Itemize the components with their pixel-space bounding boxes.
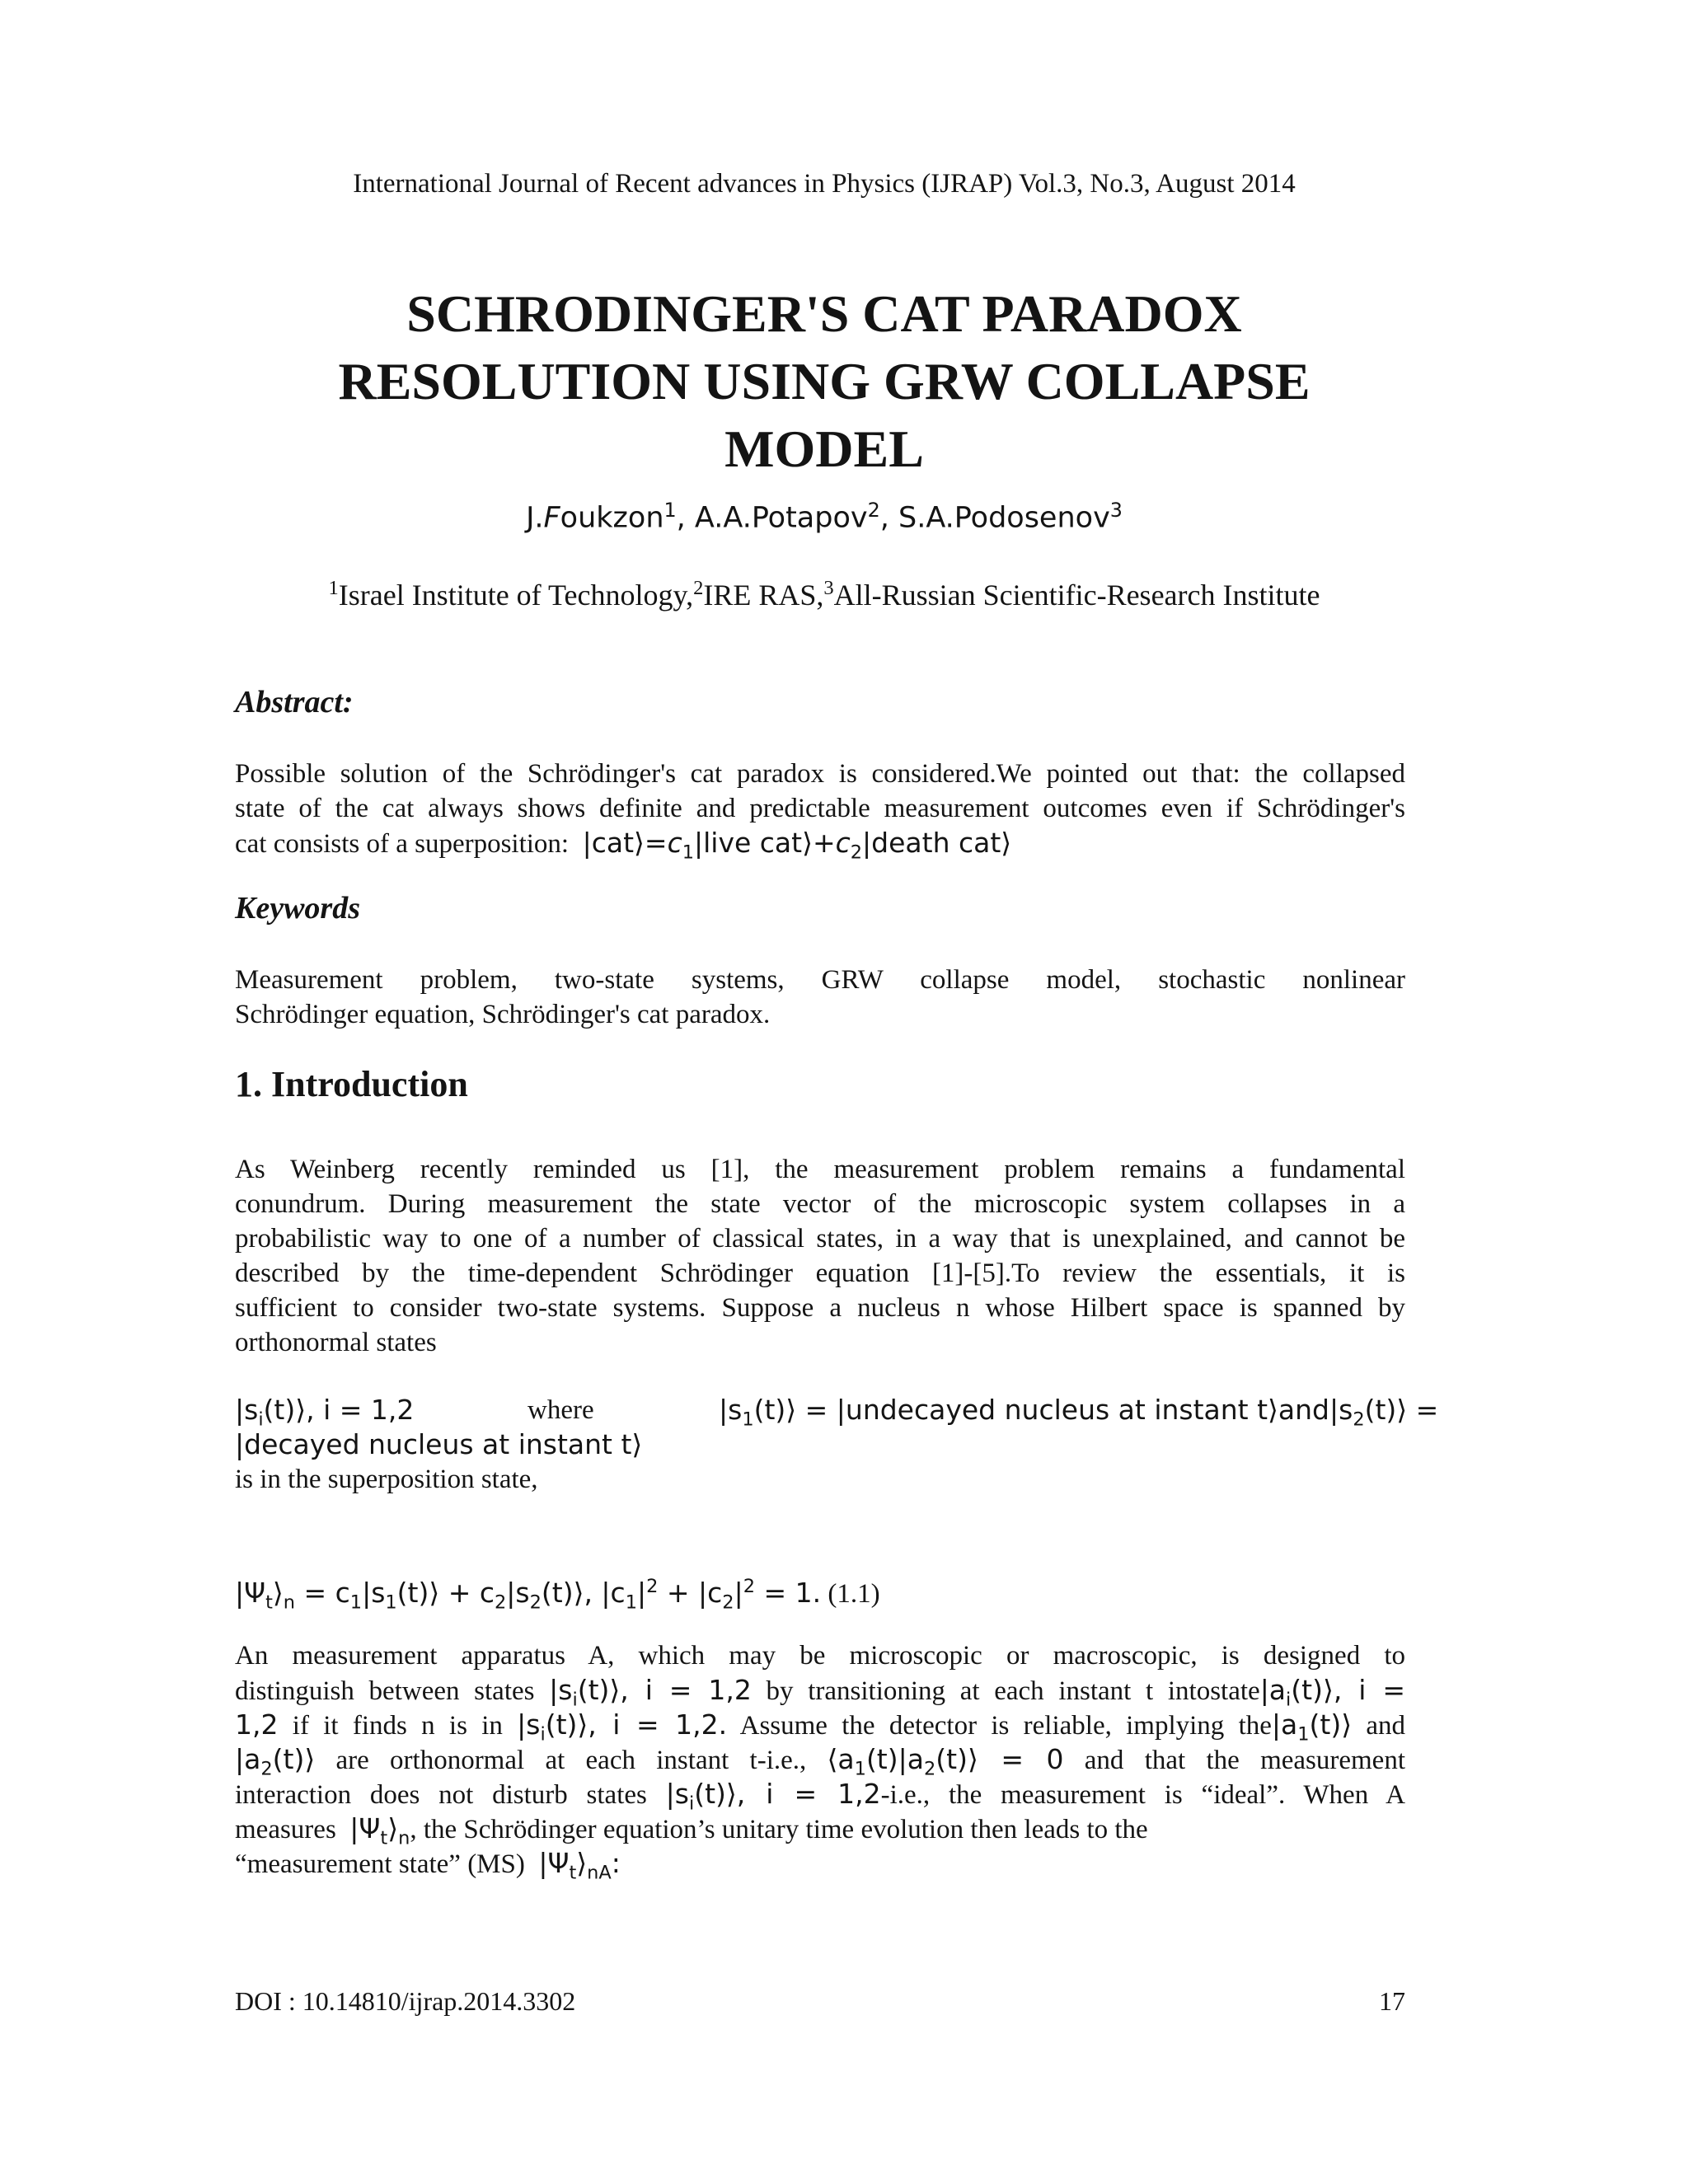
math-text: |Ψ <box>349 1812 381 1844</box>
abstract-text: cat consists of a superposition: <box>235 829 570 859</box>
author-sup: 3 <box>1109 499 1123 522</box>
text: “measurement state” (MS) <box>235 1849 525 1879</box>
title-line: RESOLUTION USING GRW COLLAPSE <box>338 352 1311 410</box>
affiliations <box>0 577 1648 612</box>
abstract-line: state of the cat always shows definite and predictable measurement outcomes even if Schrödinger's <box>235 794 1405 823</box>
text: if it finds n is in <box>292 1711 503 1741</box>
math-text: (t)⟩ <box>1309 1708 1353 1741</box>
formula-part: |cat⟩= <box>582 827 668 859</box>
math-text: (t)⟩ <box>272 1743 316 1775</box>
affiliation-1: Israel Institute of Technology, <box>338 579 694 612</box>
math-text: |a <box>235 1743 261 1775</box>
intro-line: probabilistic way to one of a number of classical states, in a way that is unexplained, and cannot be <box>235 1224 1405 1254</box>
measurement-line <box>235 1742 1405 1780</box>
title-line: MODEL <box>724 419 924 478</box>
math-inline: $|\Psi_t⟩_{nA}$: <box>538 1847 621 1884</box>
math-text: |s <box>235 1394 259 1426</box>
affiliation-sup: 1 <box>328 577 339 599</box>
paper-title <box>0 280 1648 483</box>
measurement-line: An measurement apparatus A, which may be microscopic or macroscopic, is designed to <box>235 1641 1405 1671</box>
text: are orthonormal at each instant t-i.e., <box>335 1746 807 1775</box>
text: -i.e., the measurement is “ideal”. When A <box>880 1780 1405 1810</box>
measurement-line <box>235 1777 1405 1815</box>
section-heading: 1. Introduction <box>235 1064 468 1104</box>
math-text: |a <box>1271 1708 1298 1741</box>
text: and <box>1366 1711 1406 1741</box>
math-inline: $|a_i(t)⟩$, i = <box>1259 1674 1405 1711</box>
math-inline: $⟨a_1(t)|a_2(t)⟩ = 0$ <box>827 1743 1064 1780</box>
journal-header: International Journal of Recent advances in Physics (IJRAP) Vol.3, No.3, August 2014 <box>353 169 1296 199</box>
math-text: (t)⟩ = |undecayed nucleus at instant t⟩and|s <box>753 1394 1353 1426</box>
superposition-formula: $|cat⟩=c_1|live$ $cat⟩+c_2|death$ cat⟩ <box>582 827 1012 864</box>
math-text: (t)⟩, i = 1,2 <box>263 1394 415 1426</box>
states-definition: $|s_1(t)⟩$ = |undecayed nucleus at instant $t⟩and|s_2(t)⟩$ = <box>719 1394 1439 1431</box>
intro-line: conundrum. During measurement the state vector of the microscopic system collapses in a <box>235 1189 1405 1219</box>
author-sup: 1 <box>663 499 677 522</box>
abstract-heading: Abstract: <box>235 685 354 719</box>
math-text: ⟩ <box>387 1812 399 1844</box>
page-number: 17 <box>1379 1986 1405 2016</box>
formula-part: c <box>835 827 851 859</box>
keywords-line: Measurement problem, two-state systems, GRW collapse model, stochastic nonlinear <box>235 965 1405 995</box>
abstract-line <box>235 826 1405 864</box>
math-text: (t)⟩, i = 1,2 <box>694 1778 881 1810</box>
equation-math: $|\Psi_t⟩_n$ = $c_1|s_1(t)⟩$ + $c_2|s_2(t)⟩$, $|c_1|^2 + |c_2|^2 = 1$. <box>235 1576 822 1614</box>
math-inline: $|s_i(t)⟩$, i = 1,2 <box>549 1674 752 1711</box>
doi: DOI : 10.14810/ijrap.2014.3302 <box>235 1986 576 2016</box>
math-text: |s <box>517 1708 541 1741</box>
text: , the Schrödinger equation’s unitary time evolution then leads to the <box>410 1815 1148 1844</box>
intro-line: As Weinberg recently reminded us [1], the measurement problem remains a fundamental <box>235 1155 1405 1184</box>
formula-part: |death cat⟩ <box>862 827 1012 859</box>
math-text: (t)⟩ = <box>1364 1394 1439 1426</box>
math-text: 1,2 <box>235 1708 279 1741</box>
text: Assume the detector is reliable, implying the <box>739 1711 1272 1741</box>
measurement-line <box>235 1811 1405 1849</box>
equation-1-1 <box>235 1569 1405 1614</box>
author-name-2: , A.A.Potapov <box>676 501 868 535</box>
keywords-heading: Keywords <box>235 891 360 926</box>
math-text: |s <box>549 1674 573 1706</box>
formula-part: c <box>667 827 682 859</box>
math-inline: $|a_1(t)⟩$ <box>1271 1708 1353 1746</box>
decayed-state: |decayed nucleus at instant t⟩ <box>235 1428 643 1460</box>
text: interaction does not disturb states <box>235 1780 647 1810</box>
abstract-line: Possible solution of the Schrödinger's cat paradox is considered.We pointed out that: the collapsed <box>235 759 1405 789</box>
math-inline: $|\Psi_t⟩_n$ <box>349 1812 410 1849</box>
text: and that the measurement <box>1084 1746 1405 1775</box>
math-text: (t)⟩, i = <box>1291 1674 1405 1706</box>
title-line: SCHRODINGER'S CAT PARADOX <box>406 284 1242 343</box>
measurement-line <box>235 1673 1405 1711</box>
author-text: F <box>543 501 560 535</box>
affiliation-sup: 2 <box>693 577 704 599</box>
intro-line: orthonormal states <box>235 1328 437 1357</box>
math-text: |a <box>1259 1674 1287 1706</box>
intro-line: sufficient to consider two-state systems. Suppose a nucleus n whose Hilbert space is spanned by <box>235 1293 1405 1323</box>
math-inline: $|a_2(t)⟩$ <box>235 1743 316 1780</box>
math-text: ⟩ <box>576 1847 588 1879</box>
math-inline: $|s_i(t)⟩$, i = 1,2 <box>665 1778 881 1815</box>
affiliation-2: IRE RAS, <box>703 579 824 612</box>
affiliation-3: All-Russian Scientific-Research Institute <box>833 579 1320 612</box>
measurement-line <box>235 1708 1406 1746</box>
equation-number: (1.1) <box>828 1579 880 1609</box>
formula-part: |live cat⟩+ <box>694 827 836 859</box>
where-word: where <box>528 1395 594 1425</box>
math-text: |s <box>665 1778 689 1810</box>
text: measures <box>235 1815 336 1844</box>
author-sup: 2 <box>867 499 880 522</box>
math-text: |s <box>719 1394 743 1426</box>
author-name-1: oukzon <box>560 501 664 535</box>
math-text: ⟨a <box>827 1743 855 1775</box>
author-name-3: , S.A.Podosenov <box>879 501 1110 535</box>
intro-line: is in the superposition state, <box>235 1465 538 1494</box>
math-text: (t)⟩ = 0 <box>935 1743 1064 1775</box>
math-inline: $|s_i(t)⟩$, i = 1,2. <box>517 1708 728 1746</box>
text: by transitioning at each instant t intostate <box>766 1676 1260 1706</box>
math-text: (t)|a <box>865 1743 924 1775</box>
math-text: : <box>611 1847 621 1879</box>
author-list <box>0 499 1648 535</box>
text: distinguish between states <box>235 1676 535 1706</box>
affiliation-sup: 3 <box>823 577 834 599</box>
math-text: |Ψ <box>538 1847 570 1879</box>
math-text: (t)⟩, i = 1,2 <box>577 1674 752 1706</box>
author-text: J. <box>526 501 544 535</box>
keywords-line: Schrödinger equation, Schrödinger's cat paradox. <box>235 1000 771 1029</box>
intro-line: described by the time-dependent Schrödinger equation [1]-[5].To review the essentials, it is <box>235 1258 1405 1288</box>
states-line: $|s_i(t)⟩$, i = 1,2 <box>235 1394 415 1431</box>
measurement-line <box>235 1846 1405 1884</box>
math-text: (t)⟩, i = 1,2. <box>545 1708 728 1741</box>
